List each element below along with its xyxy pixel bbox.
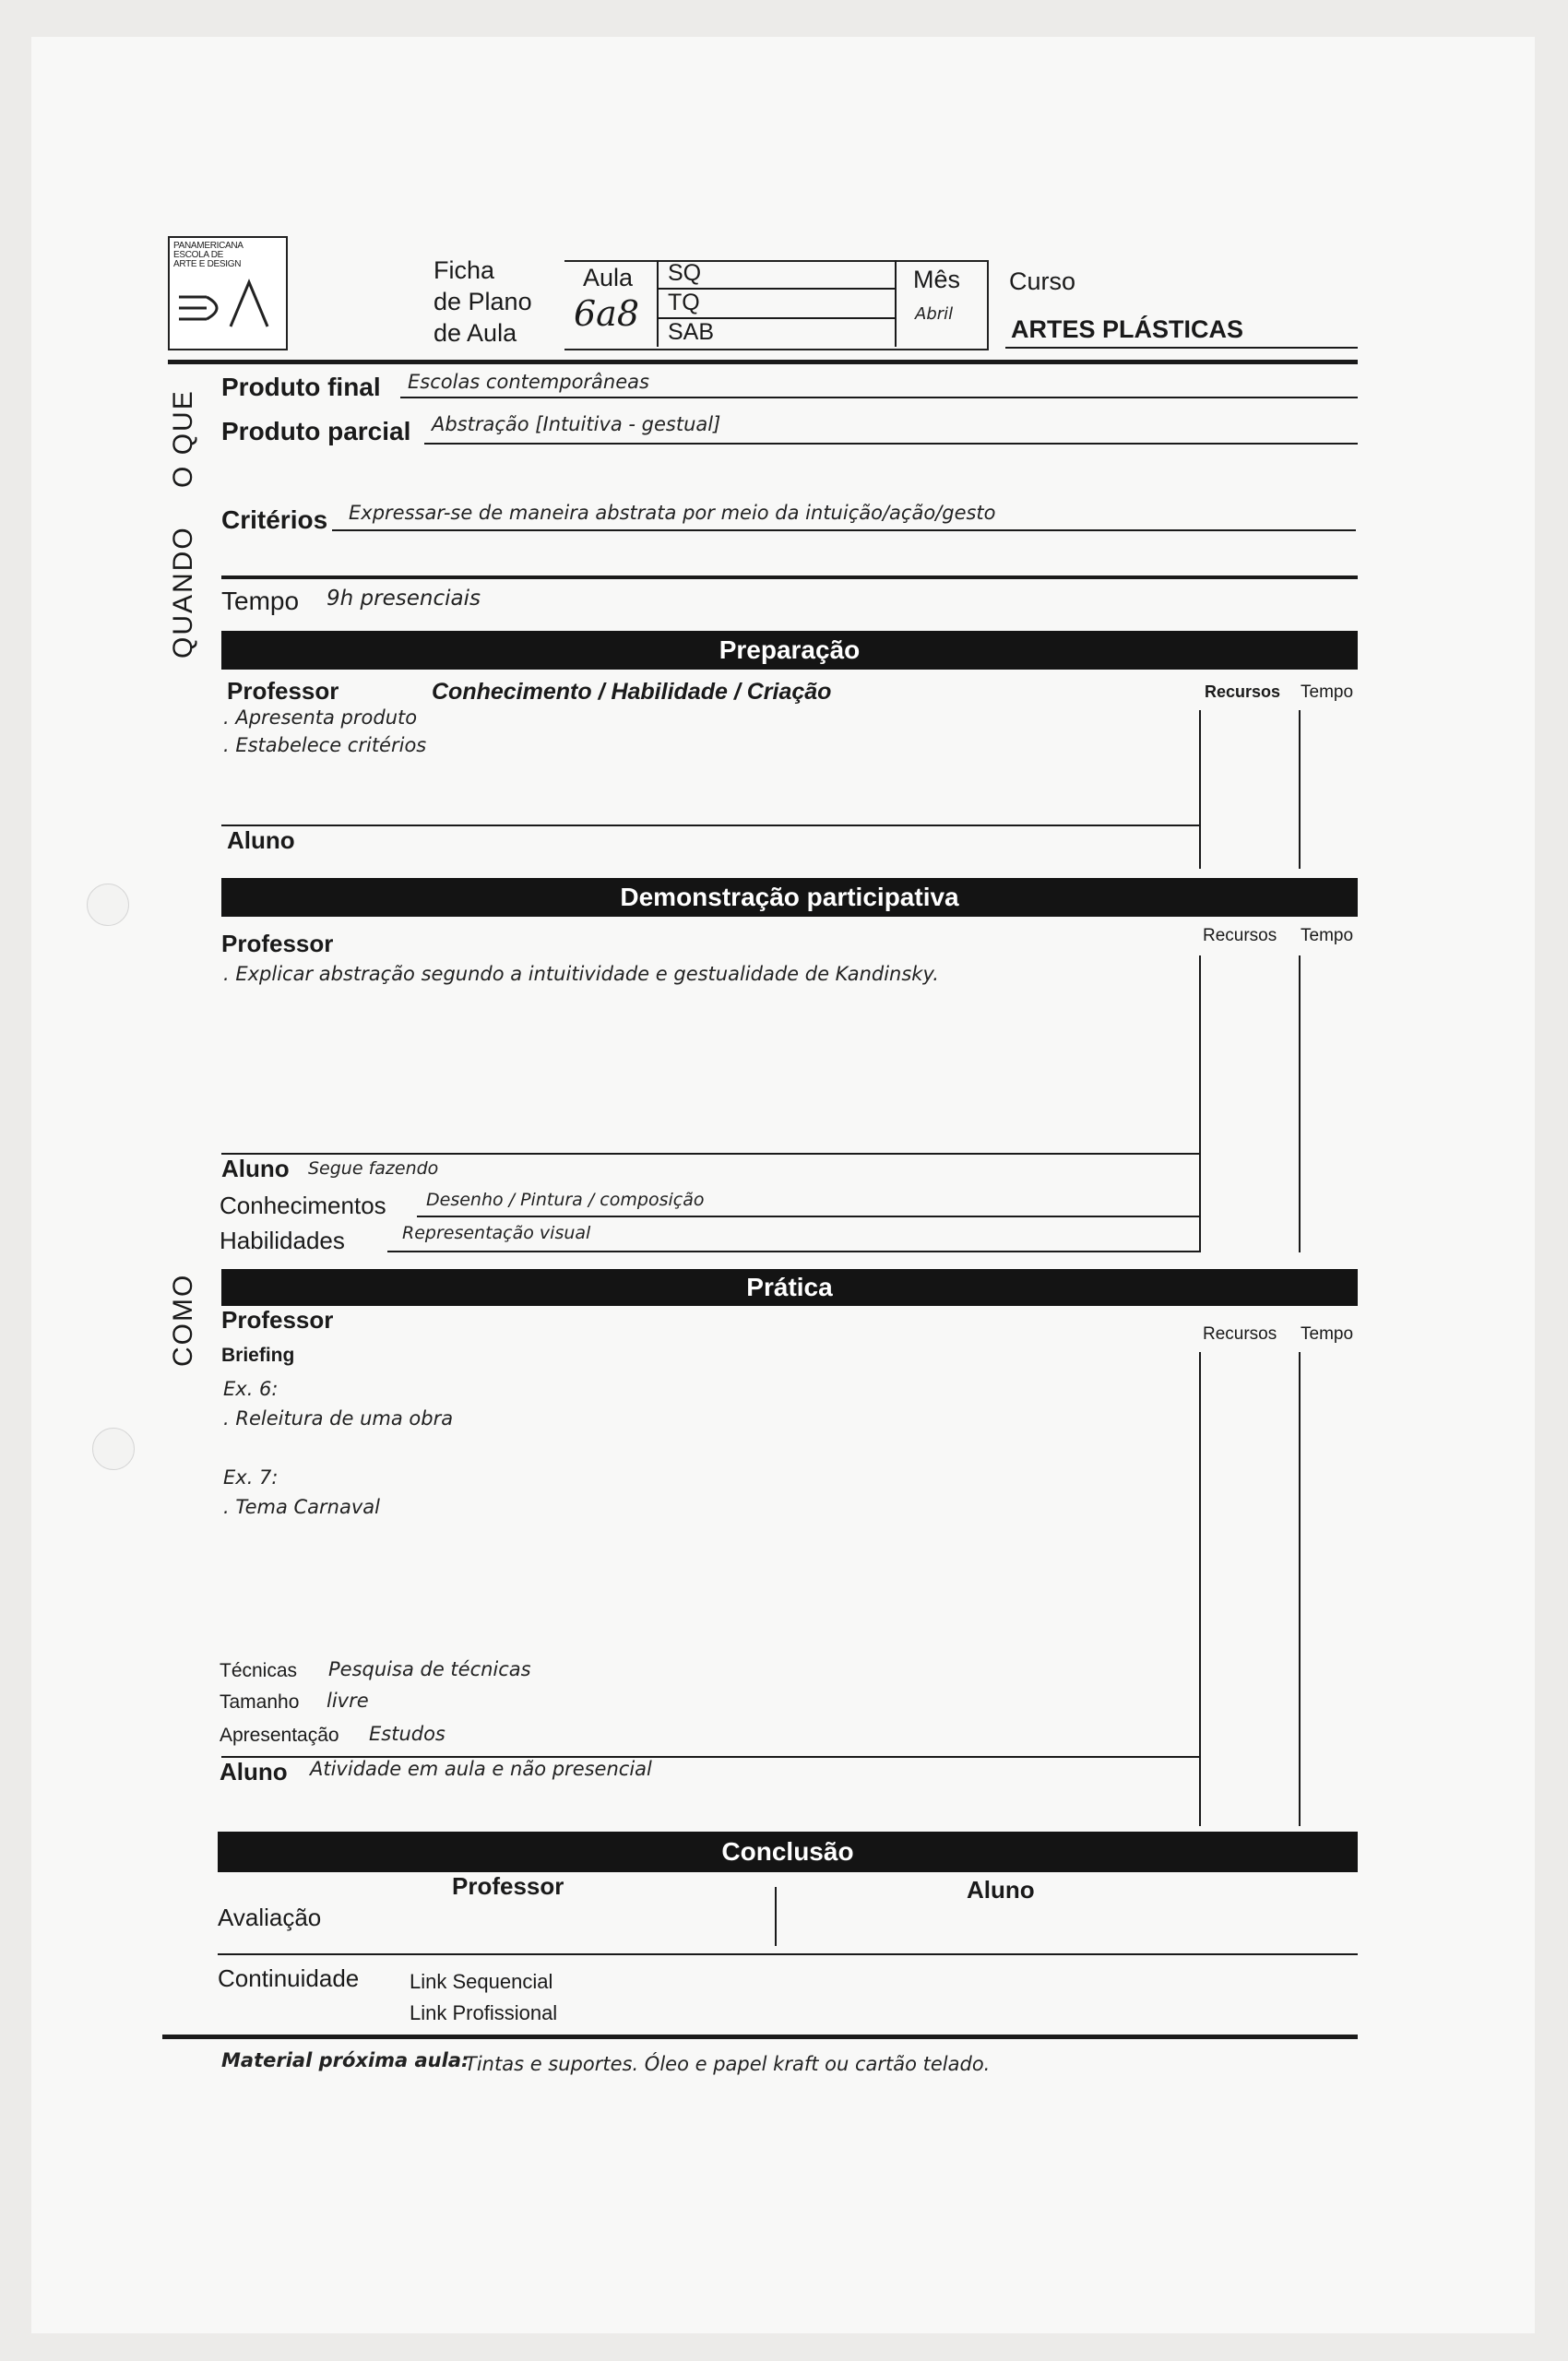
turno-sq: SQ [668, 260, 702, 286]
demonstracao-aluno-label: Aluno [221, 1155, 290, 1182]
preparacao-recursos-label: Recursos [1205, 682, 1281, 701]
preparacao-item-1: . Apresenta produto [223, 706, 418, 729]
section-bar-pratica: Prática [221, 1269, 1358, 1306]
tempo-label: Tempo [221, 587, 300, 615]
side-label-quando: QUANDO O QUE [168, 389, 198, 658]
footer-divider [162, 2035, 1358, 2039]
demonstracao-recursos-label: Recursos [1203, 926, 1277, 945]
pratica-aluno-label: Aluno [220, 1758, 288, 1786]
header-divider [168, 360, 1358, 364]
conhecimentos-value[interactable]: Desenho / Pintura / composição [426, 1190, 705, 1210]
preparacao-aluno-label: Aluno [227, 826, 295, 854]
produto-final-value[interactable]: Escolas contemporâneas [408, 371, 649, 393]
pratica-professor-label: Professor [221, 1306, 334, 1334]
conclusao-aluno-label: Aluno [967, 1876, 1035, 1904]
link-profissional: Link Profissional [410, 2001, 558, 2024]
briefing-label: Briefing [221, 1345, 295, 1366]
conhecimentos-label: Conhecimentos [220, 1192, 386, 1219]
produto-parcial-label: Produto parcial [221, 417, 411, 445]
demonstracao-professor-label: Professor [221, 930, 334, 957]
turno-sab: SAB [668, 319, 715, 345]
section-bar-conclusao: Conclusão [218, 1832, 1358, 1872]
mes-value: Abril [915, 304, 954, 324]
curso-value: ARTES PLÁSTICAS [1011, 315, 1244, 343]
demonstracao-aluno-value[interactable]: Segue fazendo [308, 1158, 439, 1179]
apresentacao-label: Apresentação [220, 1725, 339, 1746]
habilidades-value[interactable]: Representação visual [402, 1223, 591, 1243]
section-bar-demonstracao: Demonstração participativa [221, 878, 1358, 917]
produto-parcial-value[interactable]: Abstração [Intuitiva - gestual] [432, 413, 721, 435]
avaliacao-label: Avaliação [218, 1904, 322, 1931]
tamanho-label: Tamanho [220, 1691, 300, 1713]
tecnicas-label: Técnicas [220, 1660, 298, 1681]
produto-final-label: Produto final [221, 373, 381, 401]
pratica-recursos-label: Recursos [1203, 1324, 1277, 1344]
conclusao-professor-label: Professor [452, 1872, 564, 1900]
logo-mark-icon [170, 271, 286, 345]
criterios-label: Critérios [221, 505, 328, 534]
material-label: Material próxima aula: [221, 2049, 469, 2071]
section-bar-preparacao: Preparação [221, 631, 1358, 670]
tempo-value[interactable]: 9h presenciais [327, 587, 481, 611]
ex6-text: . Releitura de uma obra [223, 1407, 454, 1430]
continuidade-label: Continuidade [218, 1964, 360, 1992]
material-value[interactable]: Tintas e suportes. Óleo e papel kraft ou cartão telado. [465, 2053, 991, 2075]
aula-label: Aula [583, 264, 634, 291]
tamanho-value[interactable]: livre [327, 1690, 369, 1712]
punch-hole-bottom [92, 1428, 135, 1470]
apresentacao-value[interactable]: Estudos [369, 1723, 445, 1745]
punch-hole-top [87, 884, 129, 926]
ex7-text: . Tema Carnaval [223, 1496, 380, 1518]
preparacao-conhecimento-label: Conhecimento / Habilidade / Criação [432, 679, 832, 705]
logo-text: PANAMERICANA ESCOLA DE ARTE E DESIGN [173, 241, 244, 269]
demonstracao-professor-text: . Explicar abstração segundo a intuitividade e gestualidade de Kandinsky. [223, 963, 939, 985]
link-sequencial: Link Sequencial [410, 1970, 553, 1993]
tecnicas-value[interactable]: Pesquisa de técnicas [328, 1658, 531, 1680]
curso-label: Curso [1009, 267, 1076, 295]
school-logo [168, 236, 288, 350]
ficha-title: Ficha de Plano de Aula [434, 256, 532, 347]
habilidades-label: Habilidades [220, 1227, 345, 1254]
preparacao-tempo-label: Tempo [1301, 682, 1354, 702]
criterios-value[interactable]: Expressar-se de maneira abstrata por meio da intuição/ação/gesto [349, 502, 996, 524]
pratica-tempo-label: Tempo [1301, 1324, 1354, 1344]
ex6-label: Ex. 6: [223, 1378, 279, 1400]
pratica-aluno-value[interactable]: Atividade em aula e não presencial [310, 1758, 652, 1780]
aula-value: 6a8 [574, 293, 640, 334]
preparacao-item-2: . Estabelece critérios [223, 734, 427, 756]
turno-tq: TQ [668, 290, 700, 315]
mes-label: Mês [913, 266, 961, 293]
preparacao-professor-label: Professor [227, 677, 339, 705]
ex7-label: Ex. 7: [223, 1466, 279, 1489]
demonstracao-tempo-label: Tempo [1301, 926, 1354, 945]
side-label-como: COMO [168, 1273, 198, 1367]
